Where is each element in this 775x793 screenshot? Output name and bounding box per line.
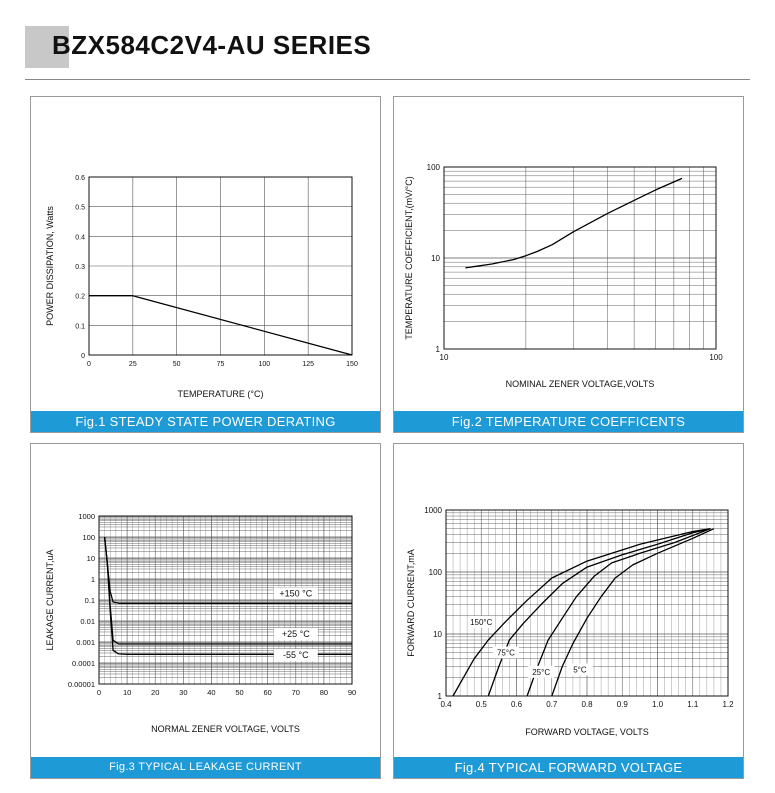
x-axis-label-fig2: NOMINAL ZENER VOLTAGE,VOLTS [505, 379, 655, 389]
y-tick-label: 1 [435, 345, 440, 354]
x-tick-label: 0.7 [546, 700, 558, 709]
y-tick-label: 0 [81, 353, 85, 360]
x-tick-label: 25 [128, 361, 137, 368]
x-tick-label: 1.0 [651, 700, 664, 709]
series-line-fig4-2 [527, 529, 710, 696]
page-title: BZX584C2V4-AU SERIES [52, 30, 372, 60]
y-tick-label: 1 [90, 575, 95, 584]
chart-fig2 [394, 97, 745, 413]
x-tick-label: 1.1 [687, 700, 699, 709]
x-axis-label-fig4: FORWARD VOLTAGE, VOLTS [525, 727, 649, 737]
x-tick-label: 10 [122, 688, 132, 697]
y-tick-label: 10 [86, 554, 95, 563]
chart-panel-fig4 [393, 443, 744, 779]
x-tick-label: 10 [439, 353, 449, 362]
y-tick-label: 0.2 [75, 293, 85, 301]
x-tick-label: 30 [179, 688, 188, 697]
x-tick-label: 100 [709, 353, 723, 362]
chart-fig3 [31, 444, 382, 759]
title-divider [25, 79, 750, 80]
x-tick-label: 40 [207, 688, 216, 697]
x-tick-label: 60 [263, 688, 272, 697]
chart-caption-fig3: Fig.3 TYPICAL LEAKAGE CURRENT [31, 757, 380, 778]
x-tick-label: 70 [291, 688, 300, 697]
series-label-fig4-2: 25°C [532, 667, 551, 677]
y-tick-label: 0.001 [76, 638, 95, 647]
y-tick-label: 10 [433, 630, 442, 639]
series-line-fig4-1 [488, 529, 710, 696]
y-tick-label: 100 [82, 533, 95, 542]
x-axis-label-fig1: TEMPERATURE (°C) [177, 389, 264, 399]
x-tick-label: 90 [347, 688, 357, 697]
x-tick-label: 0.4 [440, 700, 452, 709]
y-tick-label: 0.0001 [72, 659, 95, 668]
y-tick-label: 10 [431, 254, 440, 263]
x-tick-label: 20 [151, 688, 160, 697]
y-tick-label: 0.00001 [67, 680, 95, 689]
x-tick-label: 0.6 [510, 700, 523, 709]
y-tick-label: 0.4 [75, 234, 85, 242]
x-tick-label: 0.8 [581, 700, 593, 709]
chart-panel-fig2 [393, 96, 744, 433]
x-tick-label: 100 [258, 361, 271, 368]
x-tick-label: 50 [235, 688, 244, 697]
series-label-fig4-1: 75°C [496, 648, 515, 658]
x-tick-label: 0.5 [475, 700, 487, 709]
chart-caption-fig4: Fig.4 TYPICAL FORWARD VOLTAGE [394, 757, 743, 778]
x-tick-label: 0.9 [616, 700, 628, 709]
y-tick-label: 0.1 [84, 596, 95, 605]
y-axis-label-fig3: LEAKAGE CURRENT,uA [45, 549, 55, 651]
chart-fig1 [31, 97, 382, 413]
x-tick-label: 75 [216, 361, 225, 368]
y-tick-label: 0.01 [80, 617, 95, 626]
series-label-fig4-3: 5°C [573, 665, 587, 675]
chart-panel-fig1 [30, 96, 381, 433]
x-tick-label: 125 [302, 361, 315, 368]
series-label-fig3-2: -55 °C [282, 650, 309, 661]
chart-caption-fig2: Fig.2 TEMPERATURE COEFFICENTS [394, 411, 743, 432]
grid-lines-fig2 [444, 167, 716, 349]
x-tick-label: 150 [346, 361, 358, 368]
y-tick-label: 1 [437, 692, 442, 701]
y-tick-label: 0.1 [75, 323, 85, 331]
x-tick-label: 0 [87, 361, 91, 368]
y-tick-label: 100 [426, 163, 440, 172]
y-axis-label-fig4: FORWARD CURRENT,mA [406, 549, 416, 657]
x-axis-label-fig3: NORMAL ZENER VOLTAGE, VOLTS [151, 724, 300, 734]
y-axis-label-fig1: POWER DISSIPATION, Watts [45, 206, 55, 326]
y-tick-label: 0.3 [75, 264, 85, 271]
y-tick-label: 100 [428, 568, 442, 577]
x-tick-label: 80 [319, 688, 329, 697]
y-tick-label: 1000 [78, 512, 95, 521]
y-tick-label: 1000 [424, 506, 442, 515]
chart-fig4 [394, 444, 745, 759]
chart-caption-fig1: Fig.1 STEADY STATE POWER DERATING [31, 411, 380, 432]
x-tick-label: 1.2 [722, 700, 734, 709]
series-label-fig3-0: +150 °C [279, 588, 313, 599]
x-tick-label: 50 [172, 361, 181, 368]
grid-lines-fig1 [89, 177, 352, 355]
y-tick-label: 0.5 [75, 204, 85, 212]
x-tick-label: 0 [96, 688, 102, 697]
chart-panel-fig3 [30, 443, 381, 779]
series-label-fig3-1: +25 °C [281, 629, 310, 640]
series-label-fig4-0: 150°C [470, 617, 493, 627]
y-tick-label: 0.6 [75, 175, 85, 182]
y-axis-label-fig2: TEMPERATURE COEFFICIENT,(mV/°C) [404, 176, 414, 340]
